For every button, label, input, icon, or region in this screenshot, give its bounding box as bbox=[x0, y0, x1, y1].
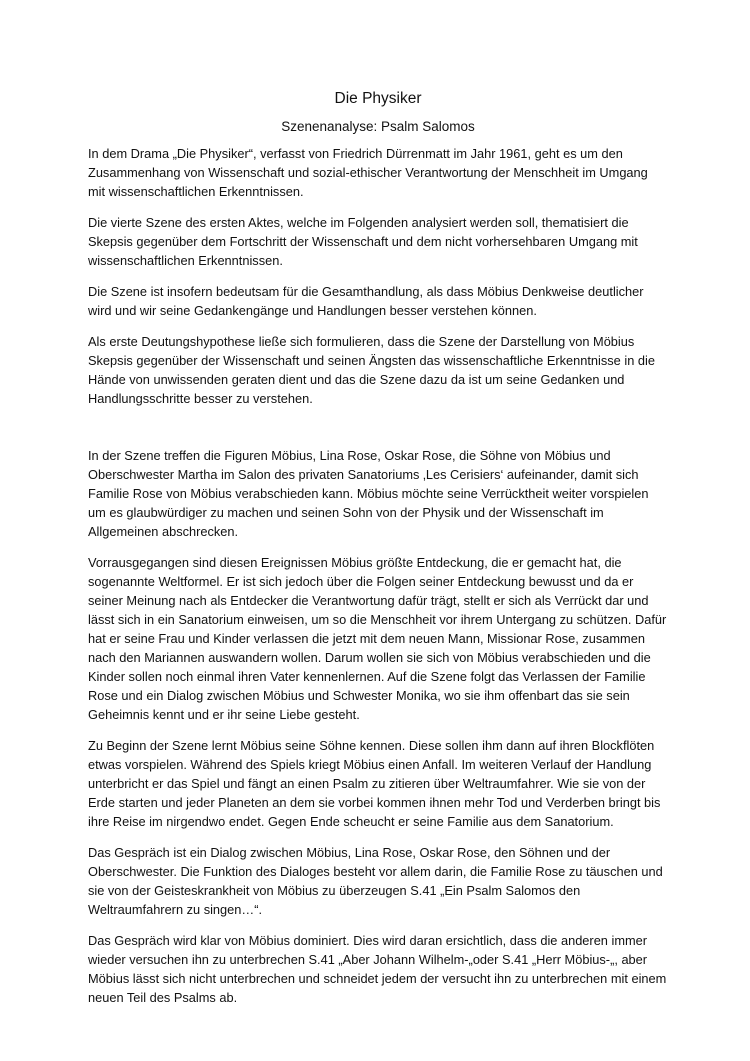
document-title: Die Physiker bbox=[334, 90, 422, 107]
document-subtitle: Szenenanalyse: Psalm Salomos bbox=[281, 119, 475, 134]
paragraph-significance: Die Szene ist insofern bedeutsam für die Gesamthandlung, als dass Möbius Denkweise deutlicher wird und wir seine Gedankengänge und Handlungen besser verstehen können. bbox=[88, 284, 644, 318]
paragraph-dialogue-dominance: Das Gespräch wird klar von Möbius dominiert. Dies wird daran ersichtlich, dass die anderen immer wieder versuchen ihn zu unterbrechen S.41 „Aber Johann Wilhelm-„oder S.41 „Herr Möbius-„, aber Möbius lässt sich nicht unterbrechen und schneidet jedem der versucht ihn zu unterbrechen mit einem neuen Teil des Psalms ab. bbox=[88, 933, 667, 1005]
paragraph-scene-theme: Die vierte Szene des ersten Aktes, welche im Folgenden analysiert werden soll, thematisiert die Skepsis gegenüber dem Fortschritt der Wissenschaft und dem nicht vorhersehbaren Umgang mit wissenschaftlichen Erkenntnissen. bbox=[88, 215, 638, 268]
section-spacer bbox=[88, 420, 668, 446]
paragraph-background: Vorrausgegangen sind diesen Ereignissen Möbius größte Entdeckung, die er gemacht hat, die sogenannte Weltformel. Er ist sich jedoch über die Folgen seiner Entdeckung bewusst und da er seiner Meinung nach als Entdecker die Verantwortung dafür trägt, stellt er sich als Verrückt dar und lässt sich in ein Sanatorium einweisen, um so die Menschheit vor ihrem Untergang zu schützen. Dafür hat er seine Frau und Kinder verlassen die jetzt mit dem neuen Mann, Missionar Rose, zusammen nach den Mariannen auswandern wollen. Darum wollen sie sich von Möbius verabschieden und die Kinder sollen noch einmal ihren Vater kennenlernen. Auf die Szene folgt das Verlassen der Familie Rose und ein Dialog zwischen Möbius und Schwester Monika, wo sie ihm offenbart das sie sein Geheimnis kennt und er ihr seine Liebe gesteht. bbox=[88, 555, 667, 722]
paragraph-introduction: In dem Drama „Die Physiker“, verfasst von Friedrich Dürrenmatt im Jahr 1961, geht es um den Zusammenhang von Wissenschaft und sozial-ethischer Verantwortung der Menschheit im Umgang mit wissenschaftlichen Erkenntnissen. bbox=[88, 146, 648, 199]
paragraph-plot: Zu Beginn der Szene lernt Möbius seine Söhne kennen. Diese sollen ihm dann auf ihren Blockflöten etwas vorspielen. Während des Spiels kriegt Möbius einen Anfall. Im weiteren Verlauf der Handlung unterbricht er das Spiel und fängt an einen Psalm zu zitieren über Weltraumfahrer. Wie sie von der Erde starten und jeder Planeten an dem sie vorbei kommen ihnen mehr Tod und Verderben bringt bis ihre Reise im nirgendwo endet. Gegen Ende scheucht er seine Familie aus dem Sanatorium. bbox=[88, 738, 661, 829]
paragraph-characters: In der Szene treffen die Figuren Möbius, Lina Rose, Oskar Rose, die Söhne von Möbius und Oberschwester Martha im Salon des privaten Sanatoriums ‚Les Cerisiers‘ aufeinander, damit sich Familie Rose von Möbius verabschieden kann. Möbius möchte seine Verrücktheit weiter vorspielen um es glaubwürdiger zu machen und seinen Sohn von der Physik und der Wissenschaft im Allgemeinen abschrecken. bbox=[88, 448, 649, 539]
paragraph-hypothesis: Als erste Deutungshypothese ließe sich formulieren, dass die Szene der Darstellung von Möbius Skepsis gegenüber der Wissenschaft und seinen Ängsten das wissenschaftliche Erkenntnisse in die Hände von unwissenden geraten dient und das die Szene dazu da ist um seine Gedanken und Handlungsschritte besser zu verstehen. bbox=[88, 334, 655, 406]
paragraph-dialogue-function: Das Gespräch ist ein Dialog zwischen Möbius, Lina Rose, Oskar Rose, den Söhnen und der Oberschwester. Die Funktion des Dialoges besteht vor allem darin, die Familie Rose zu täuschen und sie von der Geisteskrankheit von Möbius zu überzeugen S.41 „Ein Psalm Salomos den Weltraumfahrern zu singen…“. bbox=[88, 845, 663, 917]
document-page bbox=[88, 90, 668, 1019]
